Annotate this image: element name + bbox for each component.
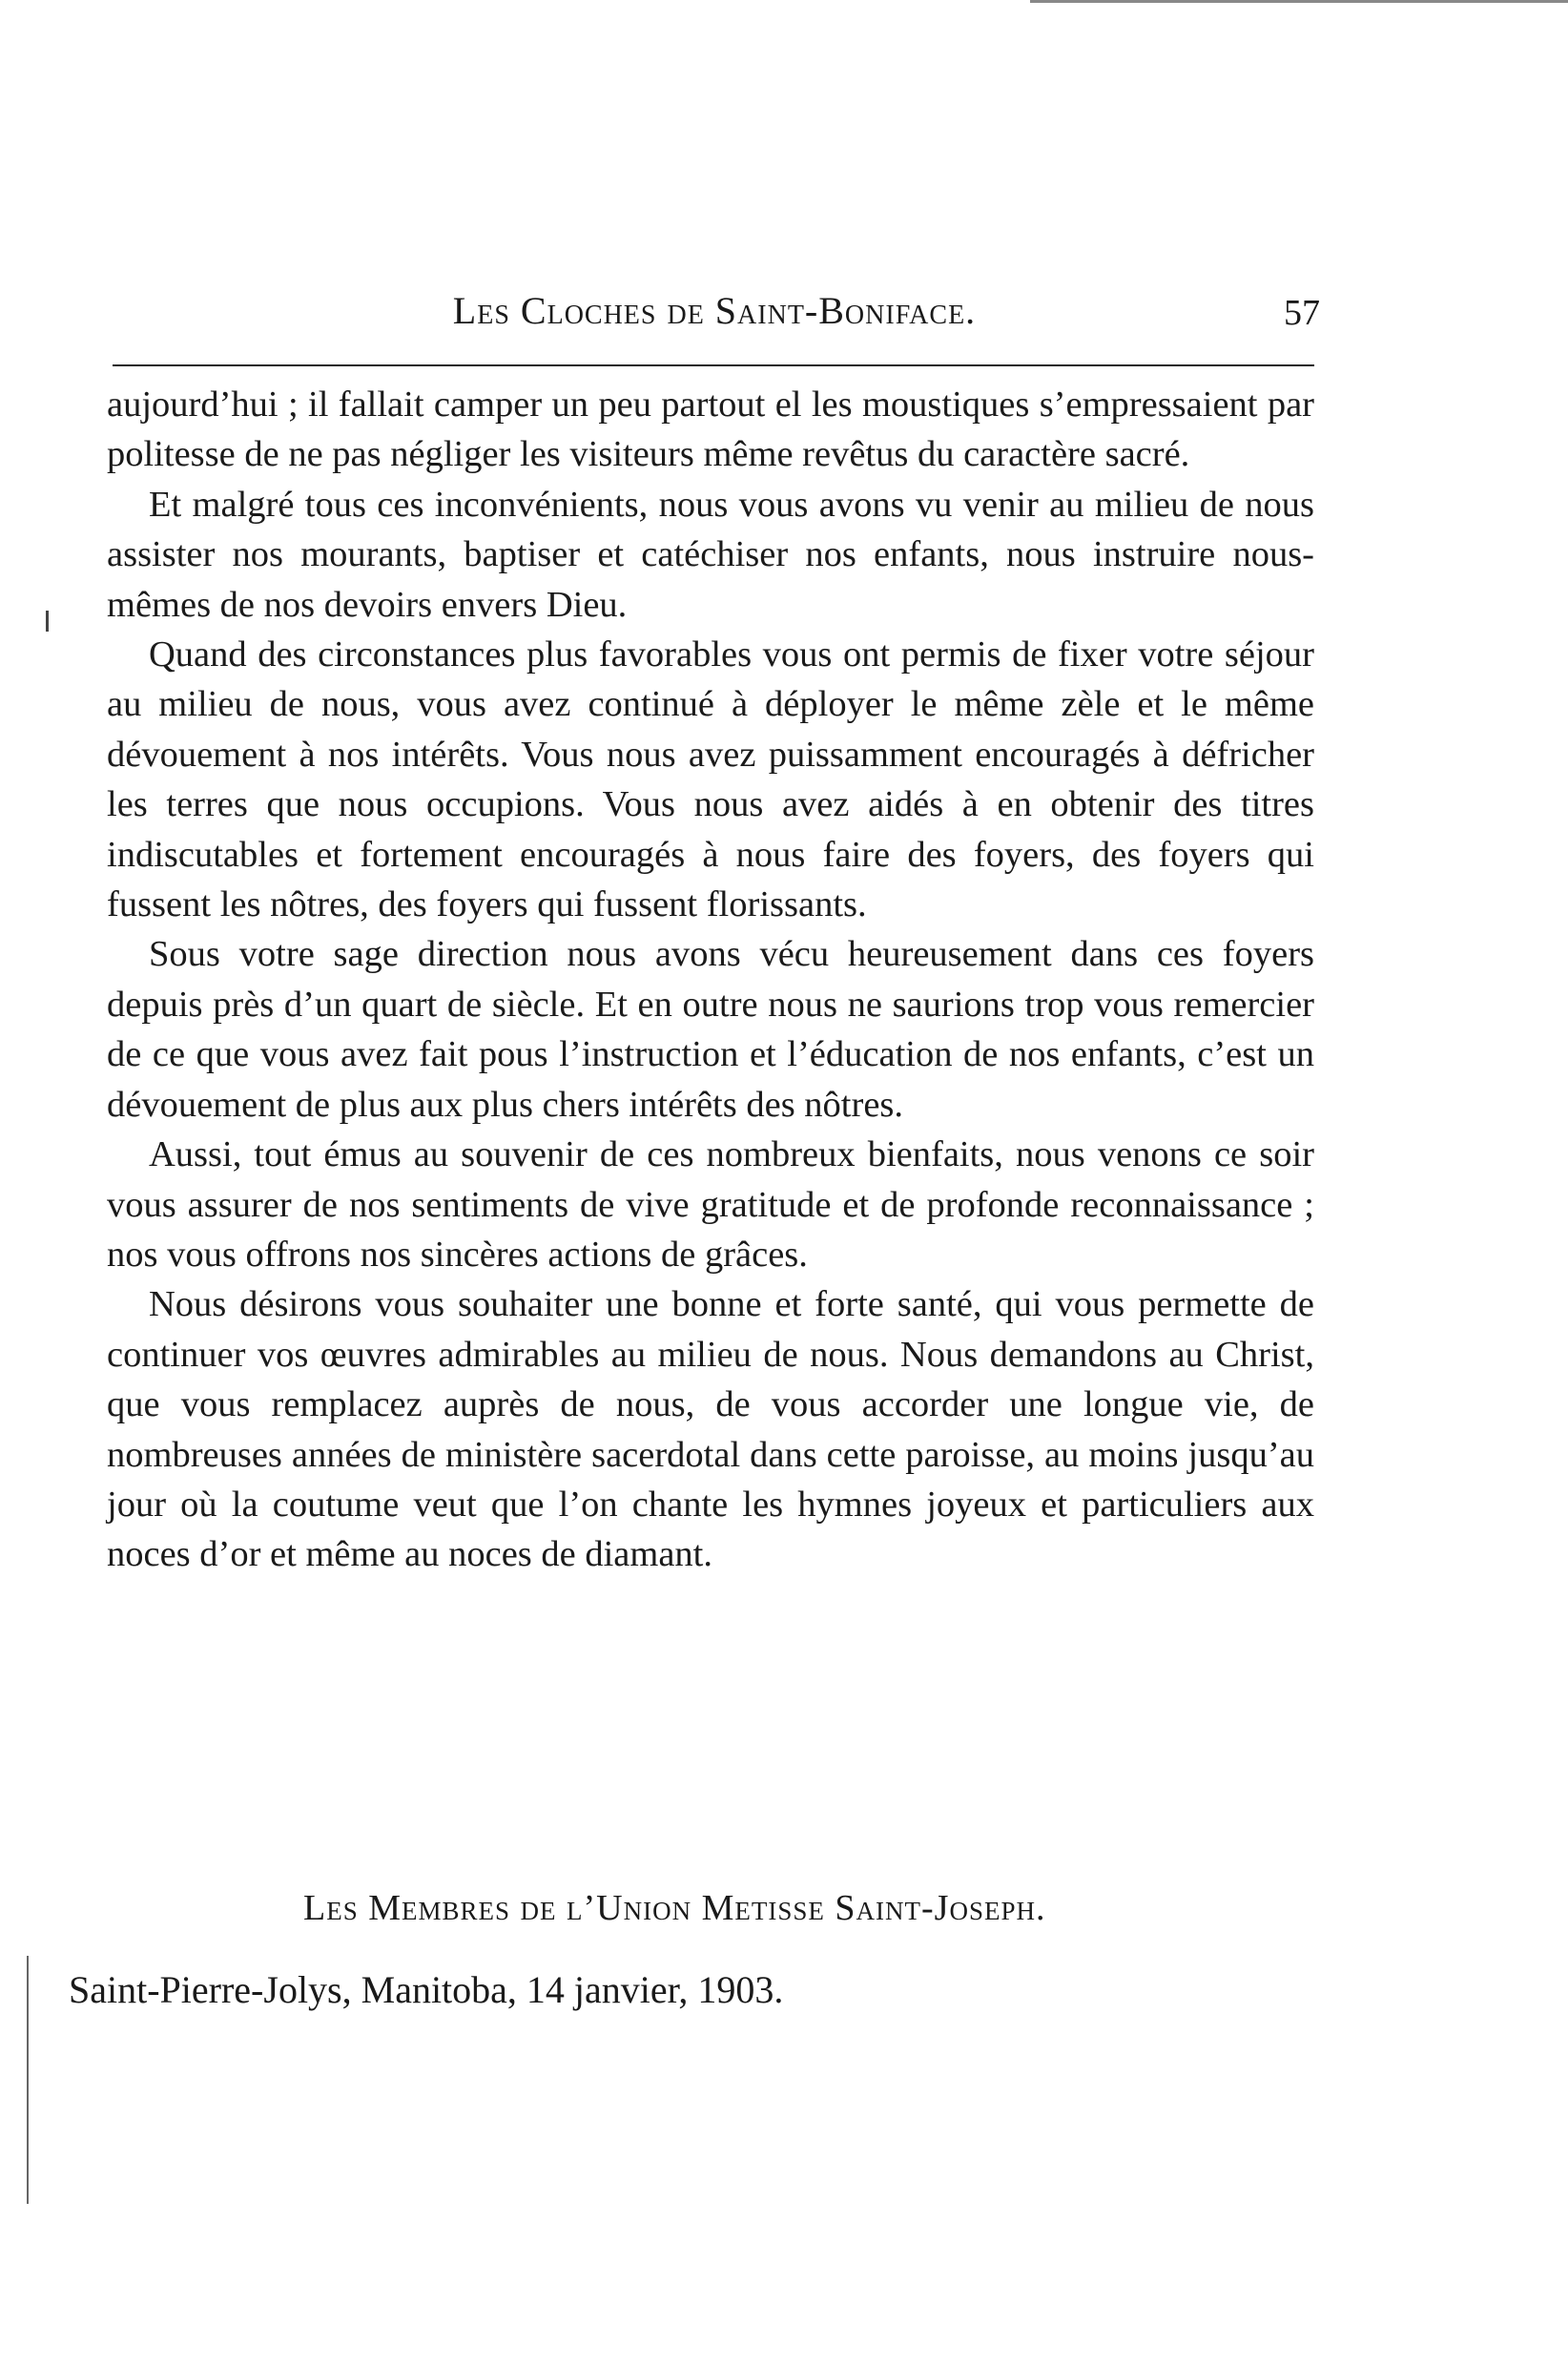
paragraph: Et malgré tous ces inconvénients, nous vous avons vu venir au milieu de nous assister nos mourants, baptiser et catéchiser nos enfants, nous instruire nous-mêmes de nos devoirs envers Dieu. xyxy=(107,484,1314,625)
paragraph: Sous votre sage direction nous avons vécu heureusement dans ces foyers depuis près d’un quart de siècle. Et en outre nous ne saurions trop vous remercier de ce que vous avez fait pous l’instruction et l’éducation de nos enfants, c’est un dévouement de plus aux plus chers intérêts des nôtres. xyxy=(107,934,1314,1125)
scan-mark xyxy=(1030,0,1568,3)
header-rule xyxy=(113,364,1314,366)
paragraph: Aussi, tout émus au souvenir de ces nombreux bienfaits, nous venons ce soir vous assurer de nos sentiments de vive gratitude et de profonde reconnaissance ; nos vous offrons nos sincères actions de grâces. xyxy=(107,1134,1314,1275)
body-text xyxy=(107,380,1314,1580)
scan-mark xyxy=(46,611,49,632)
running-header xyxy=(113,275,1320,333)
paragraph-continuation: aujourd’hui ; il fallait camper un peu partout el les moustiques s’empressaient par politesse de ne pas négliger les visiteurs même revêtus du caractère sacré. xyxy=(107,384,1314,475)
paragraph: Nous désirons vous souhaiter une bonne et forte santé, qui vous permette de continuer vos œuvres admirables au milieu de nous. Nous demandons au Christ, que vous remplacez auprès de nous, de vous accorder une longue vie, de nombreuses années de ministère sacerdotal dans cette paroisse, au moins jusqu’au jour où la coutume veut que l’on chante les hymnes joyeux et particuliers aux noces d’or et même au noces de diamant. xyxy=(107,1284,1314,1575)
signature: Les Membres de l’Union Metisse Saint-Joseph. xyxy=(303,1888,1046,1928)
place-date: Saint-Pierre-Jolys, Manitoba, 14 janvier, 1903. xyxy=(69,1968,784,2011)
running-title: Les Cloches de Saint-Boniface. xyxy=(452,289,977,332)
page-number: 57 xyxy=(1284,293,1320,333)
paragraph: Quand des circonstances plus favorables vous ont permis de fixer votre séjour au milieu de nous, vous avez continué à déployer le même zèle et le même dévouement à nos intérêts. Vous nous avez puissamment encouragés à défricher les terres que nous occupions. Vous nous avez aidés à en obtenir des titres indiscutables et fortement encouragés à nous faire des foyers, des foyers qui fussent les nôtres, des foyers qui fussent florissants. xyxy=(107,634,1314,925)
scan-mark xyxy=(27,1956,29,2204)
